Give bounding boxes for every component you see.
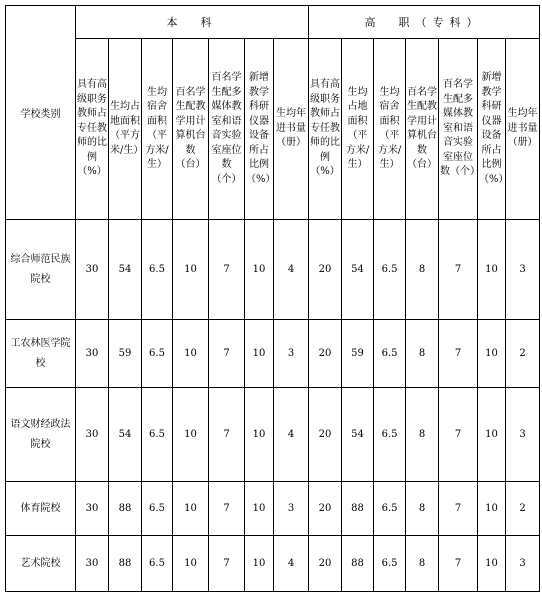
value-cell: 4 (274, 536, 309, 592)
indicator-label: 生均占地面积（平方米/生） (345, 86, 370, 170)
indicator-label: 百名学生配多媒体教室和语音实验室座位数（个） (211, 72, 242, 185)
value-cell: 20 (309, 320, 342, 388)
value-cell: 6.5 (142, 482, 173, 536)
value-cell: 7 (209, 482, 245, 536)
value-cell: 59 (342, 320, 374, 388)
value-cell: 7 (439, 220, 478, 320)
school-category-header: 学校类别 (6, 6, 76, 220)
indicator-header (173, 39, 209, 220)
value-cell: 88 (342, 536, 374, 592)
header-row-groups (6, 6, 540, 39)
value-cell: 3 (506, 536, 540, 592)
school-category-cell: 艺术院校 (6, 536, 76, 592)
school-category-cell: 语文财经政法院校 (6, 388, 76, 482)
indicator-label: 生均宿舍面积（平方米/生） (377, 86, 402, 170)
value-cell: 10 (478, 482, 506, 536)
value-cell: 3 (274, 320, 309, 388)
value-cell: 7 (439, 536, 478, 592)
value-cell: 8 (406, 482, 439, 536)
indicator-header (374, 39, 406, 220)
value-cell: 10 (173, 536, 209, 592)
indicator-header (478, 39, 509, 220)
indicator-header (342, 39, 374, 220)
header-row-indicators (6, 39, 540, 220)
value-cell: 54 (342, 388, 374, 482)
indicator-header (406, 39, 439, 220)
value-cell: 30 (76, 536, 109, 592)
value-cell: 30 (76, 482, 109, 536)
value-cell: 3 (274, 482, 309, 536)
indicator-label: 百名学生配教学用计算机台数（台） (175, 86, 206, 170)
value-cell: 10 (173, 482, 209, 536)
value-cell: 8 (406, 536, 439, 592)
value-cell: 10 (478, 320, 506, 388)
value-cell: 7 (209, 388, 245, 482)
value-cell: 10 (245, 388, 274, 482)
indicator-label: 生均年进书量（册） (507, 108, 538, 149)
value-cell: 2 (506, 482, 540, 536)
document-page (5, 5, 540, 592)
table-row (6, 320, 540, 388)
value-cell: 88 (109, 482, 142, 536)
value-cell: 59 (109, 320, 142, 388)
value-cell: 54 (109, 388, 142, 482)
value-cell: 6.5 (374, 388, 406, 482)
value-cell: 7 (209, 320, 245, 388)
value-cell: 30 (76, 320, 109, 388)
indicator-header (309, 39, 342, 220)
value-cell: 6.5 (142, 320, 173, 388)
value-cell: 10 (245, 220, 274, 320)
value-cell: 6.5 (374, 482, 406, 536)
value-cell: 6.5 (142, 220, 173, 320)
indicator-header (506, 39, 540, 220)
value-cell: 6.5 (374, 320, 406, 388)
value-cell: 7 (209, 220, 245, 320)
value-cell: 6.5 (142, 536, 173, 592)
table-row (6, 388, 540, 482)
indicator-header (245, 39, 274, 220)
value-cell: 88 (342, 482, 374, 536)
value-cell: 6.5 (374, 220, 406, 320)
value-cell: 6.5 (142, 388, 173, 482)
value-cell: 10 (173, 388, 209, 482)
value-cell: 10 (245, 536, 274, 592)
value-cell: 3 (506, 388, 540, 482)
indicator-header (76, 39, 109, 220)
indicator-label: 新增教学科研仪器设备所占比例（%） (246, 72, 276, 185)
value-cell: 10 (173, 320, 209, 388)
value-cell: 20 (309, 536, 342, 592)
indicator-label: 具有高级职务教师占专任教师的比例（%） (77, 79, 107, 178)
value-cell: 4 (274, 388, 309, 482)
indicator-label: 生均占地面积（平方米/生） (110, 101, 144, 156)
value-cell: 10 (245, 482, 274, 536)
value-cell: 54 (342, 220, 374, 320)
indicator-header (274, 39, 309, 220)
indicator-label: 具有高级职务教师占专任教师的比例（%） (310, 79, 341, 178)
value-cell: 7 (439, 320, 478, 388)
value-cell: 10 (245, 320, 274, 388)
standards-table (5, 5, 540, 592)
value-cell: 10 (478, 220, 506, 320)
value-cell: 6.5 (374, 536, 406, 592)
indicator-header (209, 39, 245, 220)
value-cell: 30 (76, 388, 109, 482)
value-cell: 8 (406, 320, 439, 388)
value-cell: 10 (173, 220, 209, 320)
indicator-label: 新增教学科研仪器设备所占比例（%） (479, 72, 509, 185)
value-cell: 88 (109, 536, 142, 592)
value-cell: 2 (506, 320, 540, 388)
school-category-cell: 综合师范民族院校 (6, 220, 76, 320)
indicator-label: 百名学生配教学用计算机台数（台） (407, 86, 438, 170)
school-category-cell: 体育院校 (6, 482, 76, 536)
value-cell: 20 (309, 220, 342, 320)
value-cell: 8 (406, 388, 439, 482)
value-cell: 20 (309, 388, 342, 482)
vocational-group-header: 高 职（专科） (309, 6, 540, 39)
indicator-label: 生均宿舍面积（平方米/生） (145, 86, 169, 170)
undergraduate-group-header: 本 科 (76, 6, 309, 39)
indicator-header (439, 39, 481, 220)
value-cell: 20 (309, 482, 342, 536)
value-cell: 7 (439, 482, 478, 536)
table-row (6, 482, 540, 536)
value-cell: 7 (209, 536, 245, 592)
value-cell: 7 (439, 388, 478, 482)
table-row (6, 536, 540, 592)
indicator-header (109, 39, 142, 220)
value-cell: 30 (76, 220, 109, 320)
value-cell: 8 (406, 220, 439, 320)
indicator-header (142, 39, 173, 220)
indicator-label: 百名学生配多媒体教室和语音实验室座位数（个） (440, 79, 481, 178)
value-cell: 10 (478, 536, 506, 592)
value-cell: 4 (274, 220, 309, 320)
table-body (6, 220, 540, 592)
indicator-label: 生均年进书量（册） (276, 108, 307, 149)
value-cell: 54 (109, 220, 142, 320)
school-category-cell: 工农林医学院校 (6, 320, 76, 388)
table-row (6, 220, 540, 320)
value-cell: 3 (506, 220, 540, 320)
value-cell: 10 (478, 388, 506, 482)
